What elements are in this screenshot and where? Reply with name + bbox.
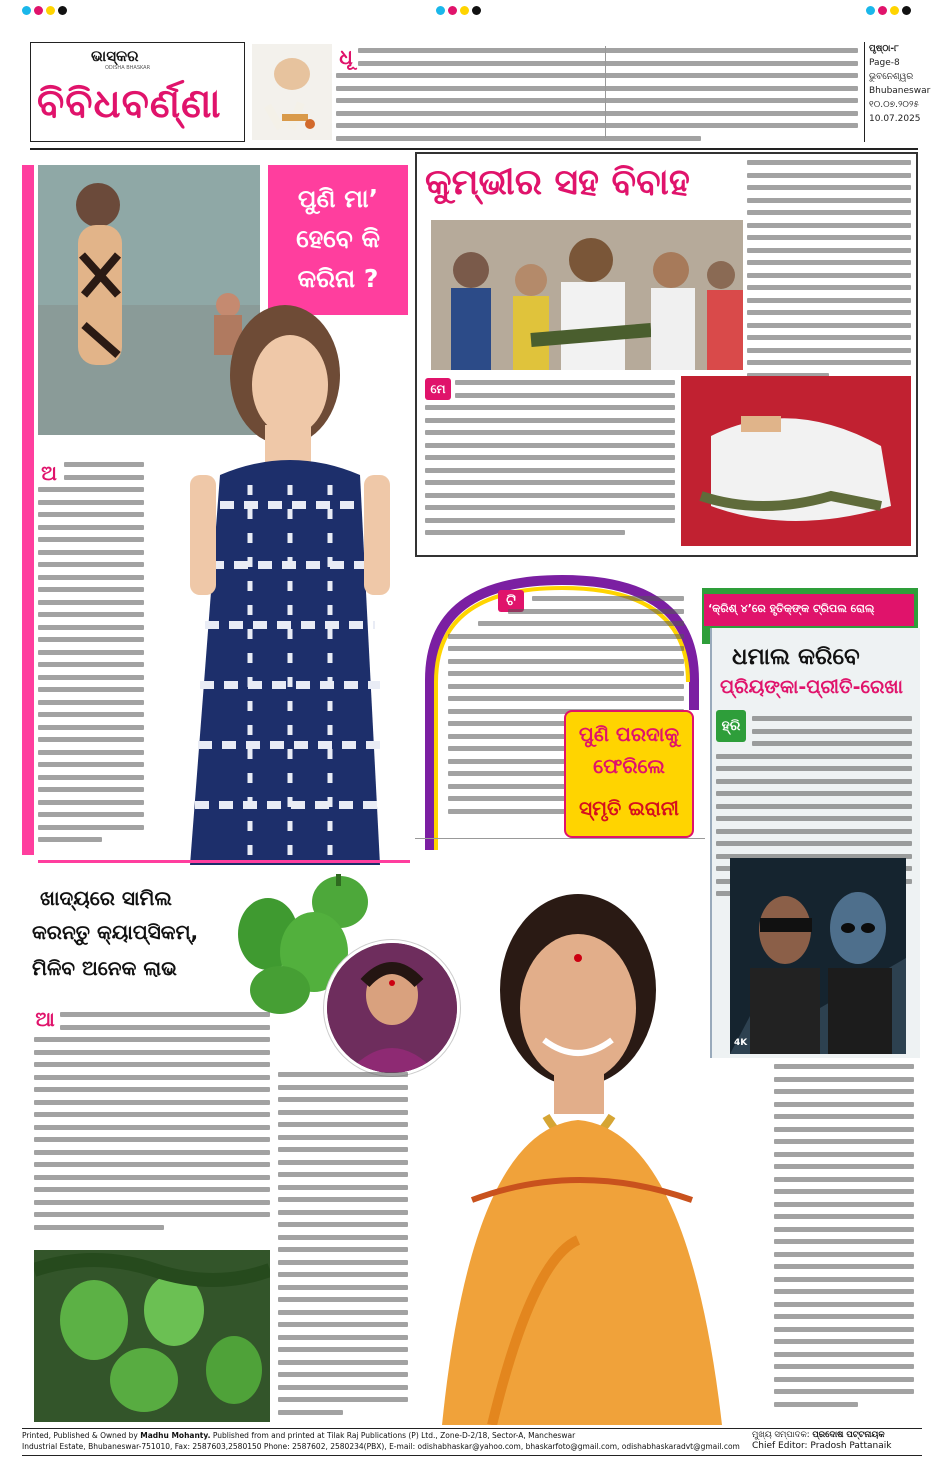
crocodile-dress-photo xyxy=(681,376,911,546)
smriti-name: ସ୍ମୃତି ଇରାନୀ xyxy=(579,796,679,820)
footer-owner-name: Madhu Mohanty. xyxy=(140,1431,211,1440)
capsicum-dropcap: ଆ xyxy=(35,1007,55,1031)
capsicum-section xyxy=(22,866,412,1426)
capsicum-article-text-2 xyxy=(278,1072,408,1424)
krrish-image-badge: 4K xyxy=(734,1038,748,1048)
logo-subtitle: ODISHA BHASKAR xyxy=(105,65,151,71)
smriti-section xyxy=(412,560,712,850)
crocodile-text-right xyxy=(747,160,911,380)
kareena-article-text xyxy=(38,462,144,854)
top-article-text xyxy=(336,48,858,140)
page-label-en: Page-8 xyxy=(869,58,900,68)
footer-editor-name: ପ୍ରଦୋଷ ପଟ୍ଟନାୟକ xyxy=(812,1430,885,1440)
cigarette-photo xyxy=(252,44,332,140)
krrish-kicker: ‘କ୍ରିଶ୍ ୪’ରେ ହୃତିକ୍‌ଙ୍କ ଟ୍ରିପଲ ରୋଲ୍ xyxy=(708,602,875,615)
crocodile-text-left xyxy=(425,380,675,550)
footer-editor-label: ମୁଖ୍ୟ ସମ୍ପାଦକ: xyxy=(752,1430,813,1440)
page-label-odia: ପୃଷ୍ଠା-୮ xyxy=(869,44,899,54)
city-odia: ଭୁବନେଶ୍ୱର xyxy=(869,72,914,82)
capsicum-headline1: ଖାଦ୍ୟରେ ସାମିଲ xyxy=(40,886,172,910)
footer-line1-prefix: Printed, Published & Owned by xyxy=(22,1431,141,1440)
date-en: 10.07.2025 xyxy=(869,114,921,124)
crocodile-dropcap: ମେ xyxy=(425,378,451,400)
capsicum-plant-photo xyxy=(34,1250,270,1422)
registration-dots-top xyxy=(0,0,945,20)
kareena-headline: ପୁଣି ମା’ ହେବେ କି କରିନା ? xyxy=(296,184,380,293)
pink-ribbon xyxy=(22,165,34,855)
logo-text: ଭାସ୍କର xyxy=(91,47,139,65)
logo xyxy=(30,42,245,142)
footer-line1-suffix: Published from and printed at Tilak Raj Publications (P) Ltd., Zone-D-2/18, Sector-A, Mancheswar xyxy=(210,1431,576,1440)
footer-editor-en: Chief Editor: Pradosh Pattanaik xyxy=(752,1441,892,1451)
kareena-headline-box xyxy=(268,165,408,315)
smriti-dropcap: ଟି xyxy=(498,590,524,612)
krrish-headline1: ଧମାଲ କରିବେ xyxy=(732,644,860,670)
city-en: Bhubaneswar xyxy=(869,86,931,96)
capsicum-headline2: କରନ୍ତୁ କ୍ୟାପ୍‌ସିକମ୍, xyxy=(32,920,199,944)
crocodile-wedding-photo xyxy=(431,220,743,370)
krrish-headline2: ପ୍ରିୟଙ୍କା-ପ୍ରୀତି-ରେଖା xyxy=(720,676,903,698)
krrish-dropcap: ହ୍ରି xyxy=(716,710,746,742)
footer-line2: Industrial Estate, Bhubaneswar-751010, Fax: 2587603,2580150 Phone: 2587602, 2580234(PBX), E-mail: odishabhaskar@yahoo.com, bhaskarfoto@gmail.com, odishabhaskaradvt@gmail.com xyxy=(22,1442,740,1451)
smriti-main-photo xyxy=(432,880,728,1425)
krrish-kicker-box xyxy=(704,594,914,626)
kareena-section xyxy=(0,150,412,860)
smriti-headline-box xyxy=(564,710,694,838)
footer xyxy=(22,1430,922,1454)
top-dropcap: ଧୂ xyxy=(336,46,356,68)
krrish-article-text-2 xyxy=(774,1064,914,1424)
section-title: ବିବିଧବର୍ଣ୍ଣା xyxy=(37,81,222,127)
capsicum-headline3: ମିଳିବ ଅନେକ ଲାଭ xyxy=(32,956,177,980)
page-info-box xyxy=(864,42,931,142)
crocodile-section xyxy=(415,152,918,557)
crocodile-headline: କୁମ୍ଭୀର ସହ ବିବାହ xyxy=(425,162,690,203)
date-odia: ୧୦.୦୭.୨୦୨୫ xyxy=(869,100,920,110)
kareena-photo xyxy=(150,305,412,865)
krrish-section xyxy=(702,588,918,1418)
capsicum-article-text xyxy=(34,1012,270,1244)
smriti-headline: ପୁଣି ପରଦାକୁ ଫେରିଲେ xyxy=(578,722,680,778)
masthead xyxy=(30,42,931,142)
kareena-dropcap: ଅ xyxy=(38,462,60,484)
krrish-poster-photo xyxy=(730,858,906,1054)
